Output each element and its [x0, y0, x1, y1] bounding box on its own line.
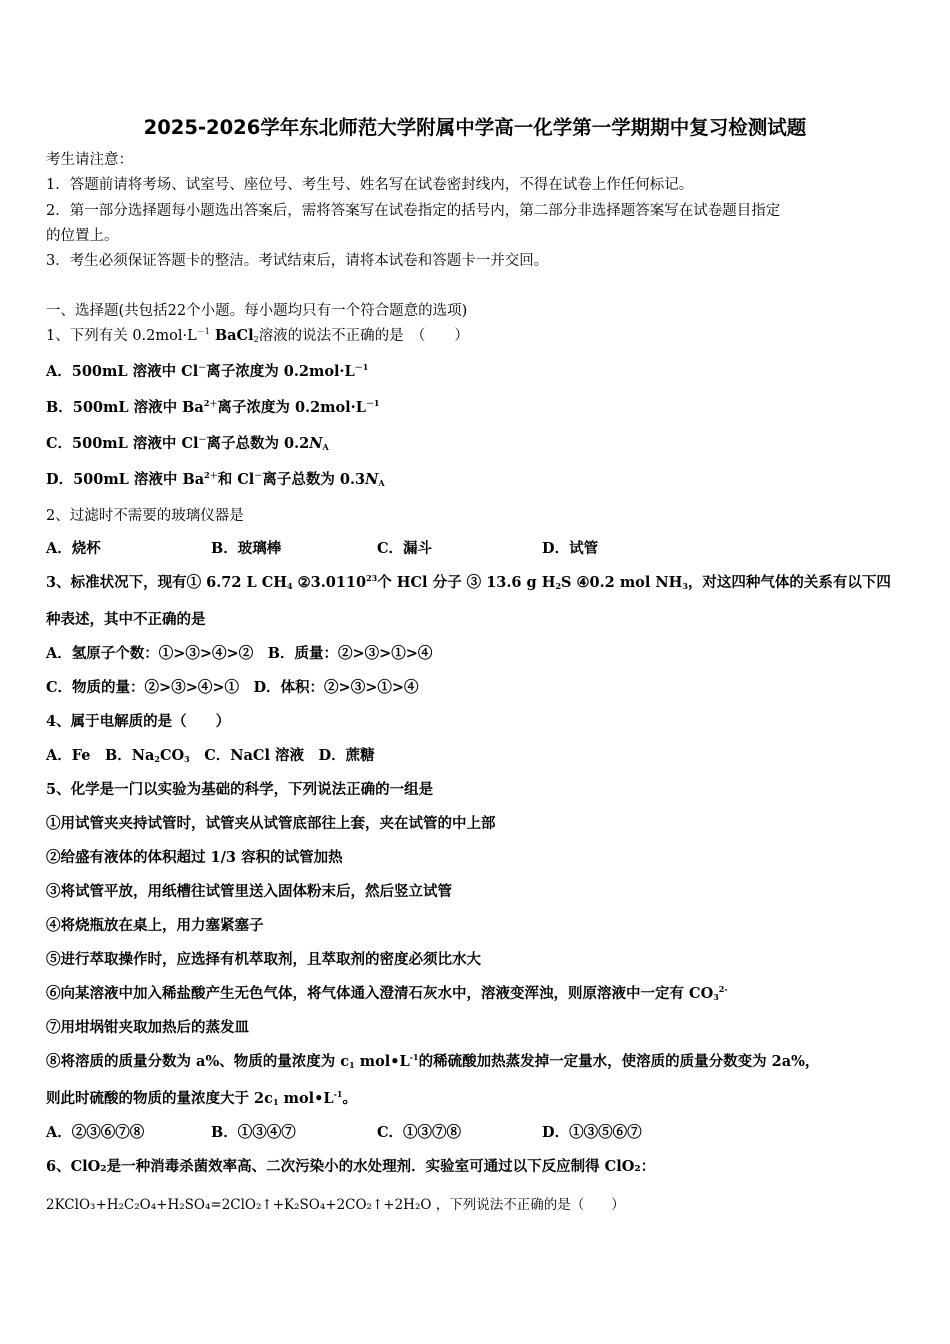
- q1b-sup2: －1: [365, 398, 380, 408]
- q1a-sup2: －1: [354, 362, 369, 372]
- question-6-stem: 6、ClO₂是一种消毒杀菌效率高、二次污染小的水处理剂．实验室可通过以下反应制得 ClO₂：: [46, 1158, 656, 1175]
- q5-option-c[interactable]: C．①③⑦⑧: [377, 1124, 462, 1141]
- q3-s1sub: 4: [286, 581, 293, 591]
- q3-options-row-2[interactable]: C．物质的量：②>③>④>① D．体积：②>③>①>④: [46, 679, 419, 696]
- question-6-equation: 2KClO₃+H₂C₂O₄+H₂SO₄=2ClO₂↑+K₂SO₄+2CO₂↑+2H₂O ，下列说法不正确的是（ ）: [46, 1197, 625, 1213]
- q1d-mid2: 离子总数为 0.3: [262, 471, 366, 488]
- q3-s4: S ④0.2 mol NH: [561, 574, 683, 591]
- q5-i6-sub: 3: [713, 992, 719, 1002]
- q1-text-b: BaCl: [209, 327, 254, 344]
- q5-item-4: ④将烧瓶放在桌上，用力塞紧塞子: [46, 917, 264, 934]
- q5-item-8-cont: [46, 1089, 357, 1109]
- q1a-mid: 离子浓度为 0.2mol·L: [206, 363, 355, 380]
- q1d-sup2: －: [254, 470, 263, 480]
- q5-i9c: 。: [342, 1090, 357, 1107]
- q5-i6-sup: 2-: [718, 984, 728, 994]
- q5-i9sup: -1: [333, 1089, 343, 1099]
- q1c-mid: 离子总数为 0.2: [206, 435, 310, 452]
- q3-s1: 3、标准状况下，现有① 6.72 L CH: [46, 574, 287, 591]
- q5-i9sub: 1: [272, 1097, 279, 1107]
- q1d-sup1: 2＋: [204, 470, 218, 480]
- q2-option-b[interactable]: B．玻璃棒: [211, 540, 282, 557]
- q5-item-2: ②给盛有液体的体积超过 1/3 容积的试管加热: [46, 849, 343, 866]
- q1d-n: N: [365, 471, 379, 488]
- q4-options[interactable]: [46, 746, 375, 766]
- question-3-stem-cont: 种表述，其中不正确的是: [46, 611, 206, 628]
- q4-opt-b: CO: [159, 747, 185, 764]
- q4-opt-a: A．Fe B．Na: [46, 747, 155, 764]
- q2-option-a[interactable]: A．烧杯: [46, 540, 101, 557]
- q5-i8a: ⑧将溶质的质量分数为 a%、物质的量浓度为 c: [46, 1053, 350, 1070]
- q1b-mid: 离子浓度为 0.2mol·L: [217, 399, 366, 416]
- q5-item-7: ⑦用坩埚钳夹取加热后的蒸发皿: [46, 1019, 249, 1036]
- notice-item-2: 2．第一部分选择题每小题选出答案后，需将答案写在试卷指定的括号内，第二部分非选择题答案写在试卷题目指定: [46, 203, 781, 219]
- q3-s2: ②3.0110: [292, 574, 367, 591]
- question-5-stem: 5、化学是一门以实验为基础的科学，下列说法正确的一组是: [46, 781, 434, 798]
- q1a-pre: A．500mL 溶液中 Cl: [46, 363, 199, 380]
- q5-i6-text: ⑥向某溶液中加入稀盐酸产生无色气体，将气体通入澄清石灰水中，溶液变浑浊，则原溶液中一定有 CO: [46, 985, 714, 1002]
- q5-i8sup: -1: [409, 1052, 419, 1062]
- q5-i8sub: 1: [349, 1060, 355, 1070]
- q1c-n: N: [309, 435, 323, 452]
- q1-text-a: 1、下列有关 0.2mol·L: [46, 328, 197, 344]
- q1-sub: 2: [253, 335, 259, 344]
- q5-item-5: ⑤进行萃取操作时，应选择有机萃取剂，且萃取剂的密度必须比水大: [46, 951, 481, 968]
- q3-s4sub: 3: [682, 581, 688, 591]
- q5-item-8: [46, 1052, 819, 1072]
- q1c-pre: C．500mL 溶液中 Cl: [46, 435, 199, 452]
- page-title: 2025-2026学年东北师范大学附属中学高一化学第一学期期中复习检测试题: [143, 116, 807, 139]
- q1b-sup1: 2＋: [203, 398, 218, 408]
- q5-i8b: mol•L: [354, 1053, 410, 1070]
- q1-option-b[interactable]: [46, 398, 380, 418]
- notice-heading: 考生请注意：: [46, 152, 133, 168]
- q1c-sup1: －: [198, 434, 207, 444]
- q2-option-d[interactable]: D．试管: [542, 540, 599, 557]
- q1d-mid: 和 Cl: [217, 471, 255, 488]
- q4-asub: 2: [154, 754, 160, 764]
- q1a-sup1: －: [198, 362, 207, 372]
- q3-s3: 个 HCl 分子 ③ 13.6 g H: [377, 574, 556, 591]
- q5-item-1: ①用试管夹夹持试管时，试管夹从试管底部往上套，夹在试管的中上部: [46, 815, 496, 832]
- q1-option-a[interactable]: [46, 362, 368, 382]
- q1-text-c: 溶液的说法不正确的是 （ ）: [258, 328, 469, 344]
- q1d-sub: A: [378, 478, 385, 488]
- q1d-pre: D．500mL 溶液中 Ba: [46, 471, 205, 488]
- question-1-stem: [46, 326, 469, 346]
- q4-opt-c: C．NaCl 溶液 D．蔗糖: [189, 747, 375, 764]
- q3-s5: ，对这四种气体的关系有以下四: [687, 574, 891, 591]
- q3-s2sup: 23: [366, 573, 378, 583]
- notice-item-1: 1．答题前请将考场、试室号、座位号、考生号、姓名写在试卷密封线内，不得在试卷上作任何标记。: [46, 177, 694, 193]
- q2-option-c[interactable]: C．漏斗: [377, 540, 433, 557]
- question-4-stem: 4、属于电解质的是（ ）: [46, 713, 231, 730]
- q1-option-c[interactable]: [46, 434, 329, 454]
- q5-i8c: 的稀硫酸加热蒸发掉一定量水，使溶质的质量分数变为 2a%，: [418, 1053, 820, 1070]
- q5-item-6: [46, 984, 728, 1004]
- q1c-sub: A: [322, 442, 329, 452]
- q1-option-d[interactable]: [46, 470, 385, 490]
- q5-option-d[interactable]: D．①③⑤⑥⑦: [542, 1124, 642, 1141]
- q1-sup: －1: [196, 327, 210, 336]
- notice-item-3: 3．考生必须保证答题卡的整洁。考试结束后，请将本试卷和答题卡一并交回。: [46, 253, 549, 269]
- q5-option-a[interactable]: A．②③⑥⑦⑧: [46, 1124, 145, 1141]
- q5-i9b: mol•L: [278, 1090, 334, 1107]
- q5-option-b[interactable]: B．①③④⑦: [211, 1124, 296, 1141]
- question-2-stem: 2、过滤时不需要的玻璃仪器是: [46, 508, 244, 524]
- question-3-stem: [46, 573, 891, 593]
- q3-options-row-1[interactable]: A．氢原子个数：①>③>④>② B．质量：②>③>①>④: [46, 645, 433, 662]
- q4-bsub: 3: [184, 754, 190, 764]
- q1b-pre: B．500mL 溶液中 Ba: [46, 399, 204, 416]
- notice-item-2-cont: 的位置上。: [46, 228, 119, 244]
- q5-item-3: ③将试管平放，用纸槽往试管里送入固体粉末后，然后竖立试管: [46, 883, 452, 900]
- section-heading: 一、选择题(共包括22个小题。每小题均只有一个符合题意的选项): [46, 303, 468, 319]
- q5-i9a: 则此时硫酸的物质的量浓度大于 2c: [46, 1090, 273, 1107]
- q3-s3sub: 2: [555, 581, 562, 591]
